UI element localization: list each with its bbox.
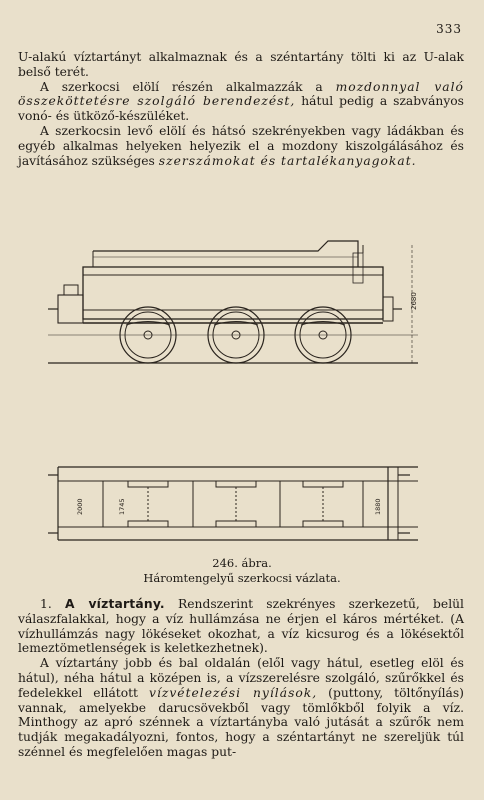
- plan-wheel-2-bottom: [216, 521, 256, 527]
- paragraph-water-tank: [18, 597, 464, 656]
- coal-box: [93, 241, 358, 267]
- figure-number: 246. ábra.: [212, 556, 272, 570]
- plan-wheel-1-top: [128, 481, 168, 487]
- plan-wheel-3-bottom: [303, 521, 343, 527]
- page-number: 333: [436, 22, 462, 36]
- height-dimension: 2680: [410, 292, 418, 310]
- coupling-emphasis: mozdonnyal való összeköttetésre szolgáló berendezést,: [18, 79, 464, 109]
- plan-dimension-2: 1745: [118, 498, 126, 515]
- plan-dimension-1: 2000: [76, 498, 84, 515]
- section-number: 1.: [40, 597, 52, 611]
- plan-wheel-2-top: [216, 481, 256, 487]
- front-buffer-beam: [58, 295, 83, 323]
- top-text-block: [18, 50, 464, 168]
- paragraph-tools: [18, 124, 464, 168]
- plan-dimension-3: 1880: [374, 498, 382, 515]
- paragraph-filling: [18, 656, 464, 760]
- front-step: [64, 285, 78, 295]
- paragraph-coupling: [18, 80, 464, 124]
- figure-caption: Háromtengelyű szerkocsi vázlata.: [143, 571, 341, 585]
- tender-drawing: [18, 205, 464, 560]
- plan-wheel-1-bottom: [128, 521, 168, 527]
- coupling-text-a: A szerkocsi elölí részén alkalmazzák a: [40, 79, 323, 94]
- rear-buffer-beam: [383, 297, 393, 321]
- section-paragraph-1: Rendszerint szekrényes szerkezetű, belül válaszfalakkal, hogy a víz hullámzása ne érjen el káros mértéket. (A vízhullámzás nagy lökéseket okozhat, a víz kicsurog és a lökésektől lemeztömetlenségek is keletkezhetnek).: [18, 597, 464, 656]
- filling-emphasis: vízvételezési nyílások,: [149, 685, 318, 700]
- section-heading: A víztartány.: [64, 597, 165, 611]
- paragraph-u-shape: U-alakú víztartányt alkalmaznak és a széntartány tölti ki az U-alak belső terét.: [18, 50, 464, 79]
- filling-text-a: A víztartány jobb és bal oldalán (elől vagy hátul, esetleg elöl és hátul), néha hátul a középen is, a vízszerelésre szolgáló, szűrőkkel és fedelekkel ellátott: [18, 656, 464, 700]
- filling-text-b: (puttony, töltőnyílás) vannak, amelyekbe darucsövekből vagy tömlőkből folyik a víz. Minthogy az apró szénnek a víztartányba való jutását a szűrők nem tudják megakadályozni, fontos, hogy a széntartányt ne szereljük túl szénnel és megfelelően magas put-: [18, 685, 464, 759]
- tools-text: A szerkocsin levő elölí és hátsó szekrényekben vagy ládákban és egyéb alkalmas helyeken helyezik el a mozdony kiszolgálásához és javításához szükséges: [18, 123, 464, 168]
- coupling-text-b: hátul pedig a szabványos vonó- és ütköző-készüléket.: [18, 94, 464, 124]
- tender-sketch: [18, 205, 464, 560]
- tools-emphasis: szerszámokat és tartalékanyagokat.: [158, 153, 417, 168]
- plan-wheel-3-top: [303, 481, 343, 487]
- section-text-block: [18, 597, 464, 760]
